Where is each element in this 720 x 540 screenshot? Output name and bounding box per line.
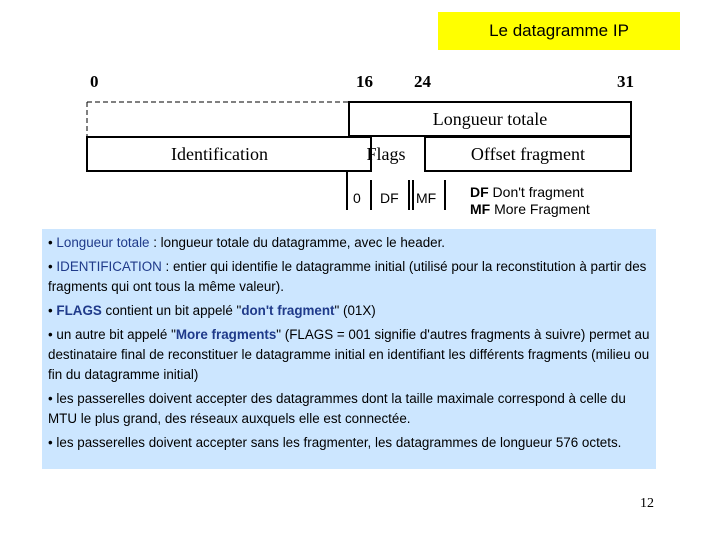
field-offset-fragment-label: Offset fragment bbox=[470, 143, 586, 164]
keyword-bold: don't fragment bbox=[241, 303, 335, 318]
legend-df-key: DF bbox=[470, 184, 489, 200]
field-longueur-totale-label: Longueur totale bbox=[432, 108, 548, 129]
flag-bit-df: DF bbox=[380, 190, 399, 206]
info-text: " (01X) bbox=[334, 303, 376, 318]
flag-bit-zero: 0 bbox=[353, 190, 361, 206]
bit-label-31: 31 bbox=[617, 72, 634, 91]
flags-left-divider bbox=[346, 172, 348, 210]
info-text: : longueur totale du datagramme, avec le header. bbox=[149, 235, 446, 250]
bit-label-0: 0 bbox=[90, 72, 99, 91]
legend-mf bbox=[470, 201, 590, 218]
info-text: contient un bit appelé " bbox=[101, 303, 242, 318]
flags-divider-4 bbox=[444, 180, 446, 210]
bullet: • bbox=[48, 435, 57, 450]
flag-bit-mf: MF bbox=[416, 190, 437, 206]
field-flags bbox=[346, 136, 426, 172]
legend-df-text: Don't fragment bbox=[488, 184, 584, 200]
info-item-identification bbox=[48, 257, 650, 297]
keyword: Longueur totale bbox=[56, 235, 150, 250]
field-longueur-totale bbox=[348, 101, 632, 137]
field-flags-label: Flags bbox=[366, 143, 406, 164]
info-item-longueur bbox=[48, 233, 650, 253]
info-item-more-fragments bbox=[48, 325, 650, 385]
info-item-576 bbox=[48, 433, 650, 453]
flags-divider-3 bbox=[412, 180, 414, 210]
flags-divider-1 bbox=[370, 180, 372, 210]
flags-divider-2 bbox=[408, 180, 410, 210]
info-text: : entier qui identifie le datagramme initial (utilisé pour la reconstitution à partir des fragments qui ont tous la même valeur). bbox=[48, 259, 647, 294]
info-item-mtu bbox=[48, 389, 650, 429]
bullet: • bbox=[48, 303, 57, 318]
flags-legend bbox=[470, 184, 590, 218]
info-text: un autre bit appelé " bbox=[56, 327, 176, 342]
bullet: • bbox=[48, 391, 57, 406]
info-item-flags bbox=[48, 301, 650, 321]
slide-title-text: Le datagramme IP bbox=[489, 21, 629, 40]
field-identification-label: Identification bbox=[171, 143, 268, 164]
bullet: • bbox=[48, 235, 57, 250]
field-identification bbox=[86, 136, 372, 172]
field-offset-fragment bbox=[424, 136, 632, 172]
info-text: les passerelles doivent accepter des datagrammes dont la taille maximale correspond à celle du MTU le plus grand, des réseaux auxquels elle est connectée. bbox=[48, 391, 626, 426]
bullet: • bbox=[48, 327, 57, 342]
bullet: • bbox=[48, 259, 57, 274]
info-panel bbox=[42, 229, 656, 469]
legend-df bbox=[470, 184, 590, 201]
legend-mf-key: MF bbox=[470, 201, 491, 217]
keyword-bold: More fragments bbox=[175, 327, 277, 342]
info-text: " (FLAGS = 001 signifie d'autres fragments à suivre) permet au destinataire final de reconstituer le datagramme initial en identifiant les différents fragments (milieu ou fin du datagramme initial) bbox=[48, 327, 650, 382]
bit-label-16: 16 bbox=[356, 72, 373, 91]
page-number: 12 bbox=[640, 496, 654, 511]
legend-mf-text: More Fragment bbox=[490, 201, 590, 217]
keyword: FLAGS bbox=[56, 303, 102, 318]
keyword: IDENTIFICATION bbox=[56, 259, 162, 274]
bit-label-24: 24 bbox=[414, 72, 431, 91]
info-text: les passerelles doivent accepter sans les fragmenter, les datagrammes de longueur 576 octets. bbox=[56, 435, 622, 450]
